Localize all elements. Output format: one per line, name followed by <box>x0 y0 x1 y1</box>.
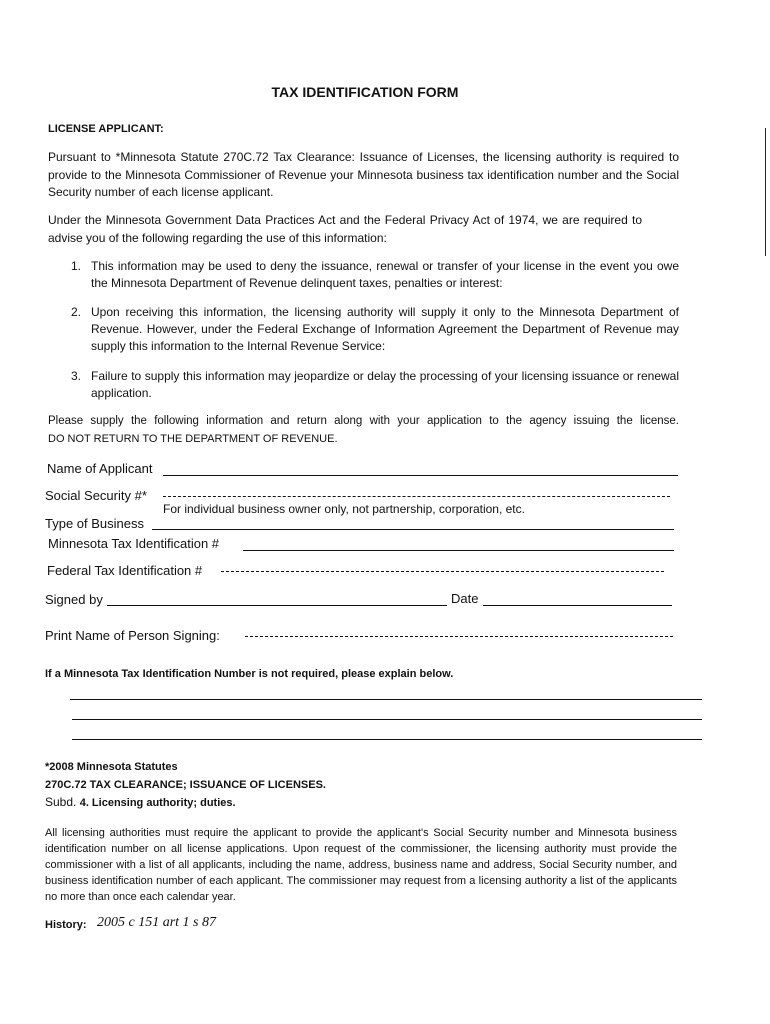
signed-by-label: Signed by <box>45 592 103 607</box>
list-item <box>71 258 679 292</box>
type-of-business-line[interactable] <box>152 529 674 530</box>
date-line[interactable] <box>483 605 672 606</box>
list-text: Failure to supply this information may jeopardize or delay the processing of your licensing issuance or renewal application. <box>91 369 679 400</box>
list-number: 2. <box>71 305 82 319</box>
list-number: 3. <box>71 369 82 383</box>
signed-by-line[interactable] <box>107 605 447 606</box>
explain-line-2[interactable] <box>72 719 702 720</box>
explain-line-3[interactable] <box>72 739 702 740</box>
history-label: History: <box>45 919 87 931</box>
list-item <box>71 304 679 355</box>
subd-prefix: Subd. <box>45 795 77 809</box>
statute-section-title: 270C.72 TAX CLEARANCE; ISSUANCE OF LICENSES. <box>45 779 326 791</box>
federal-tax-id-label: Federal Tax Identification # <box>47 563 203 578</box>
date-label: Date <box>451 591 479 606</box>
list-text: This information may be used to deny the issuance, renewal or transfer of your license in the event you owe the Minnesota Department of Revenue delinquent taxes, penalties or interest: <box>91 259 679 290</box>
minnesota-tax-id-label: Minnesota Tax Identification # <box>48 536 220 551</box>
print-name-line[interactable] <box>245 636 673 637</box>
list-text: Upon receiving this information, the licensing authority will supply it only to the Minnesota Department of Revenue. However, under the Federal Exchange of Information Agreement the Department of Revenue may supply this information to the Internal Revenue Service: <box>91 305 679 353</box>
print-name-label: Print Name of Person Signing: <box>45 628 220 643</box>
form-title: TAX IDENTIFICATION FORM <box>271 84 459 100</box>
margin-bar <box>765 128 766 256</box>
type-of-business-label: Type of Business <box>45 516 144 531</box>
privacy-act-paragraph: Under the Minnesota Government Data Practices Act and the Federal Privacy Act of 1974, we are required to advise you of the following regarding the use of this information: <box>48 213 642 245</box>
ssn-note: For individual business owner only, not partnership, corporation, etc. <box>163 502 525 516</box>
minnesota-tax-id-line[interactable] <box>243 550 674 551</box>
license-applicant-heading: LICENSE APPLICANT: <box>48 123 164 135</box>
list-item <box>71 368 679 402</box>
social-security-line[interactable] <box>163 496 670 497</box>
statute-body: All licensing authorities must require the applicant to provide the applicant's Social Security number and Minnesota business identification number on all license applications. Upon request of the commissioner, the licensing authority must provide the commissioner with a list of all applicants, including the name, address, business name and address, Social Security number, and business identification number of each applicant. The commissioner may request from a licensing authority a list of the applicants no more than once each calendar year. <box>45 827 677 903</box>
do-not-return-note: DO NOT RETURN TO THE DEPARTMENT OF REVENUE. <box>48 433 338 445</box>
federal-tax-id-line[interactable] <box>221 571 664 572</box>
subd-text: 4. Licensing authority; duties. <box>79 797 236 809</box>
explain-heading: If a Minnesota Tax Identification Number is not required, please explain below. <box>45 668 454 680</box>
social-security-label: Social Security #* <box>45 488 147 503</box>
statutes-heading: *2008 Minnesota Statutes <box>45 761 178 773</box>
history-link[interactable]: 2005 c 151 art 1 s 87 <box>97 915 216 930</box>
explain-line-1[interactable] <box>70 699 702 700</box>
subdivision-line <box>45 795 236 809</box>
supply-note: Please supply the following information and return along with your application to the agency issuing the license. <box>48 415 679 427</box>
list-number: 1. <box>71 259 82 273</box>
name-of-applicant-line[interactable] <box>163 475 678 476</box>
pursuant-paragraph: Pursuant to *Minnesota Statute 270C.72 Tax Clearance: Issuance of Licenses, the licensing authority is required to provide to the Minnesota Commissioner of Revenue your Minnesota business tax identification number and the Social Security number of each license applicant. <box>48 150 679 199</box>
name-of-applicant-label: Name of Applicant <box>47 461 153 476</box>
